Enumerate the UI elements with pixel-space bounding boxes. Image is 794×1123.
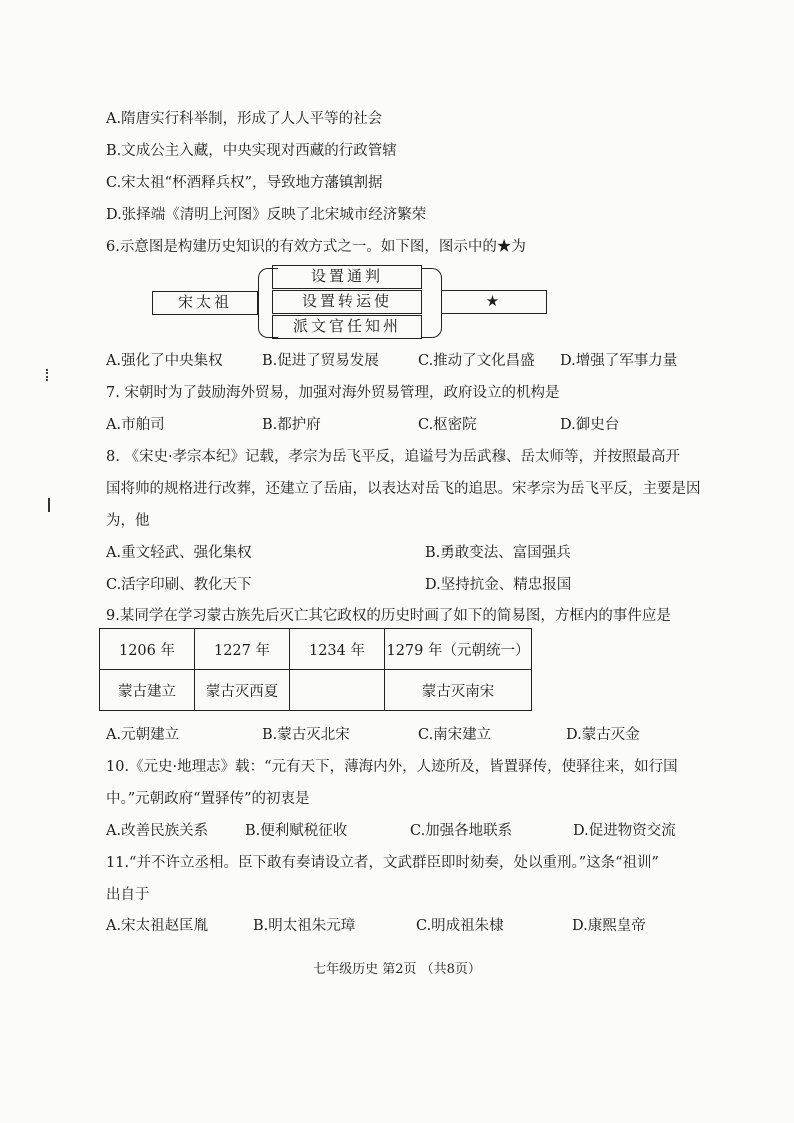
q9-stem: 9.某同学在学习蒙古族先后灭亡其它政权的历史时画了如下的简易图，方框内的事件应是	[106, 608, 671, 624]
q9-option-c: C.南宋建立	[418, 727, 492, 743]
q5-option-b: B.文成公主入藏，中央实现对西藏的行政管辖	[106, 143, 397, 159]
q11-option-c: C.明成祖朱棣	[416, 918, 504, 934]
q11-stem-line-2: 出自于	[106, 887, 150, 903]
diagram-measure-2: 设置转运使	[272, 290, 422, 314]
q11-stem-line-1: 11.“并不许立丞相。臣下敢有奏请设立者，文武群臣即时劾奏，处以重刑。”这条“祖训”	[106, 855, 659, 871]
timeline-year: 1206 年	[100, 629, 195, 670]
q6-stem: 6.示意图是构建历史知识的有效方式之一。如下图，图示中的★为	[106, 239, 526, 255]
q5-option-c: C.宋太祖“杯酒释兵权”，导致地方藩镇割据	[106, 175, 383, 191]
diagram-source-box: 宋太祖	[152, 291, 258, 315]
q8-option-b: B.勇敢变法、富国强兵	[425, 545, 571, 561]
timeline-year: 1234 年	[290, 629, 385, 670]
q11-option-b: B.明太祖朱元璋	[253, 918, 356, 934]
q8-option-d: D.坚持抗金、精忠报国	[425, 577, 572, 593]
q6-option-c: C.推动了文化昌盛	[418, 353, 535, 369]
q9-option-d: D.蒙古灭金	[566, 727, 640, 743]
q9-timeline-table	[99, 628, 532, 711]
diagram-measure-3: 派文官任知州	[272, 315, 422, 339]
q10-option-c: C.加强各地联系	[410, 823, 513, 839]
timeline-event: 蒙古建立	[100, 670, 195, 711]
q7-option-c: C.枢密院	[418, 417, 477, 433]
timeline-event-row	[100, 670, 532, 711]
q5-option-a: A.隋唐实行科举制，形成了人人平等的社会	[106, 111, 383, 127]
q5-option-d: D.张择端《清明上河图》反映了北宋城市经济繁荣	[106, 207, 427, 223]
page-footer: 七年级历史 第2页 （共8页）	[313, 962, 481, 977]
q6-option-b: B.促进了贸易发展	[262, 353, 379, 369]
scan-artifact	[48, 498, 50, 512]
q8-stem-line-1: 8. 《宋史·孝宗本纪》记载，孝宗为岳飞平反，追谥号为岳武穆、岳太师等，并按照最高开	[106, 449, 681, 465]
timeline-year-row	[100, 629, 532, 670]
diagram-measure-1: 设置通判	[272, 265, 422, 289]
q11-option-d: D.康熙皇帝	[572, 918, 646, 934]
q10-stem-line-2: 中。”元朝政府“置驿传”的初衷是	[106, 791, 310, 807]
q10-option-a: A.改善民族关系	[106, 823, 209, 839]
scan-artifact	[46, 369, 51, 381]
q9-option-a: A.元朝建立	[106, 727, 180, 743]
q7-option-b: B.都护府	[262, 417, 321, 433]
timeline-event: 蒙古灭西夏	[195, 670, 290, 711]
q8-stem-line-3: 为，他	[106, 513, 150, 529]
q7-option-d: D.御史台	[560, 417, 620, 433]
right-brace	[422, 268, 442, 338]
q7-stem: 7. 宋朝时为了鼓励海外贸易，加强对海外贸易管理，政府设立的机构是	[106, 385, 560, 401]
q8-option-a: A.重文轻武、强化集权	[106, 545, 252, 561]
q10-option-d: D.促进物资交流	[573, 823, 676, 839]
timeline-event: 蒙古灭南宋	[385, 670, 532, 711]
q11-option-a: A.宋太祖赵匡胤	[106, 918, 209, 934]
timeline-year: 1279 年（元朝统一）	[385, 629, 532, 670]
q6-option-d: D.增强了军事力量	[560, 353, 678, 369]
q7-option-a: A.市舶司	[106, 417, 165, 433]
q10-stem-line-1: 10.《元史·地理志》载：“元有天下，薄海内外，人迹所及，皆置驿传，使驿往来，如行国	[106, 759, 678, 775]
q6-option-a: A.强化了中央集权	[106, 353, 223, 369]
q8-stem-line-2: 国将帅的规格进行改葬，还建立了岳庙，以表达对岳飞的追思。宋孝宗为岳飞平反，主要是因	[106, 481, 701, 497]
timeline-blank-box	[290, 670, 385, 711]
q9-option-b: B.蒙古灭北宋	[262, 727, 350, 743]
timeline-year: 1227 年	[195, 629, 290, 670]
q8-option-c: C.活字印刷、教化天下	[106, 577, 252, 593]
diagram-target-box: ★	[441, 290, 547, 314]
q10-option-b: B.便利赋税征收	[245, 823, 348, 839]
